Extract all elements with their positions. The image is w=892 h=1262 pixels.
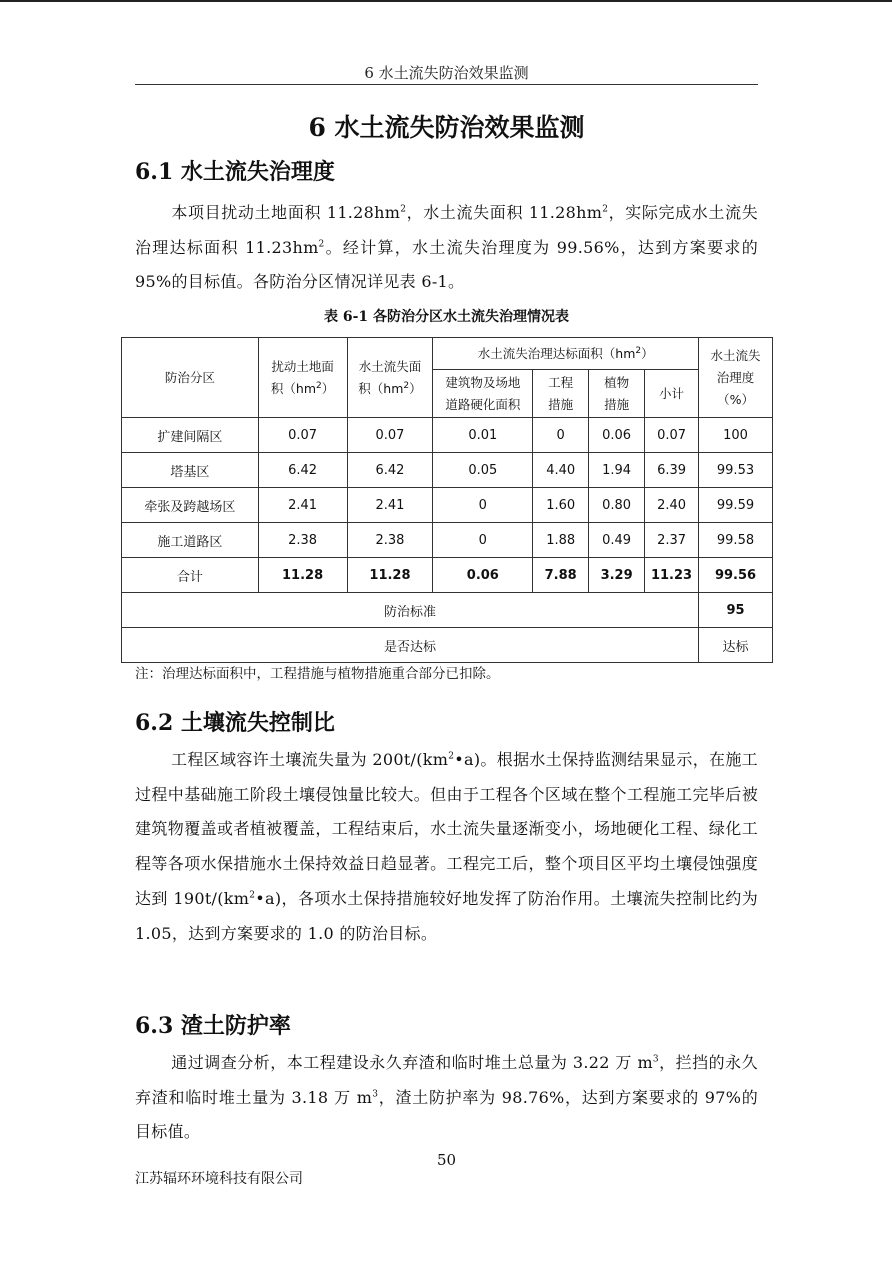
cell-subtotal: 2.40: [645, 488, 699, 523]
cell-loss: 0.07: [347, 418, 433, 453]
header-rule: [135, 84, 758, 85]
standard-value: 95: [699, 593, 773, 628]
cell-zone: 塔基区: [122, 453, 259, 488]
header-treatment-degree: 水土流失 治理度 （%）: [699, 338, 773, 418]
table-row: [122, 488, 773, 523]
cell-vegetation: 0.49: [589, 523, 645, 558]
running-header: 6 水土流失防治效果监测: [364, 64, 529, 82]
table-total-row: [122, 558, 773, 593]
page-number: 50: [436, 1151, 457, 1169]
section-6-1-paragraph: 本项目扰动土地面积 $11.28hm^2$，水土流失面积 $11.28hm^2$，实际完成水土流失治理达标面积 $11.23hm^2$。经计算，水土流失治理度为 99.56%，达到方案要求的 95%的目标值。各防治分区情况详见表 6-1。: [135, 203, 759, 292]
cell-zone: 牵张及跨越场区: [122, 488, 259, 523]
header-loss-area: 水土流失面 积$(hm^2)$: [347, 338, 433, 418]
cell-subtotal: 2.37: [645, 523, 699, 558]
cell-engineering: 0: [533, 418, 589, 453]
page-top-border: [0, 0, 892, 2]
header-treated-area-group: 水土流失治理达标面积$(hm^2)$: [433, 338, 699, 370]
section-6-3-paragraph: 通过调查分析，本工程建设永久弃渣和临时堆土总量为 3.22 万 $m^3$，拦挡的永久弃渣和临时堆土量为 3.18 万 $m^3$，渣土防护率为 98.76%，达到方案要求的 97%的目标值。: [135, 1053, 758, 1142]
table-reached-row: [122, 628, 773, 663]
cell-degree: 99.59: [699, 488, 773, 523]
cell-building: 0.06: [433, 558, 533, 593]
cell-disturbed: 0.07: [258, 418, 347, 453]
header-vegetation: 植物 措施: [589, 370, 645, 418]
cell-building: 0: [433, 488, 533, 523]
reached-value: 达标: [699, 628, 773, 663]
cell-loss: 2.41: [347, 488, 433, 523]
cell-zone: 扩建间隔区: [122, 418, 259, 453]
cell-degree: 100: [699, 418, 773, 453]
table-note: 注：治理达标面积中，工程措施与植物措施重合部分已扣除。: [135, 666, 500, 682]
treatment-table: [121, 337, 773, 663]
cell-vegetation: 1.94: [589, 453, 645, 488]
cell-subtotal: 11.23: [645, 558, 699, 593]
table-row: [122, 453, 773, 488]
cell-vegetation: 0.06: [589, 418, 645, 453]
reached-label: 是否达标: [122, 628, 699, 663]
table-row: [122, 523, 773, 558]
cell-subtotal: 6.39: [645, 453, 699, 488]
cell-zone: 施工道路区: [122, 523, 259, 558]
header-engineering: 工程 措施: [533, 370, 589, 418]
cell-disturbed: 2.41: [258, 488, 347, 523]
cell-subtotal: 0.07: [645, 418, 699, 453]
cell-engineering: 7.88: [533, 558, 589, 593]
cell-zone: 合计: [122, 558, 259, 593]
cell-loss: 11.28: [347, 558, 433, 593]
table-row: [122, 418, 773, 453]
standard-label: 防治标准: [122, 593, 699, 628]
table-caption: 表 6-1 各防治分区水土流失治理情况表: [323, 309, 570, 325]
cell-degree: 99.53: [699, 453, 773, 488]
table-standard-row: [122, 593, 773, 628]
cell-engineering: 4.40: [533, 453, 589, 488]
chapter-title: 6 水土流失防治效果监测: [308, 113, 585, 142]
footer-company: 江苏辐环环境科技有限公司: [135, 1171, 303, 1187]
cell-vegetation: 3.29: [589, 558, 645, 593]
cell-building: 0: [433, 523, 533, 558]
section-6-1-title: 6.1 水土流失治理度: [135, 159, 335, 185]
cell-degree: 99.56: [699, 558, 773, 593]
cell-disturbed: 2.38: [258, 523, 347, 558]
section-6-2-paragraph: 工程区域容许土壤流失量为 $200t/(km^2•a)$。根据水土保持监测结果显示，在施工过程中基础施工阶段土壤侵蚀量比较大。但由于工程各个区域在整个工程施工完毕后被建筑物覆盖或者植被覆盖，工程结束后，水土流失量逐渐变小，场地硬化工程、绿化工程等各项水保措施水土保持效益日趋显著。工程完工后，整个项目区平均土壤侵蚀强度达到 $190t/(km^2•a)$，各项水土保持措施较好地发挥了防治作用。土壤流失控制比约为 1.05，达到方案要求的 1.0 的防治目标。: [135, 750, 758, 943]
cell-disturbed: 6.42: [258, 453, 347, 488]
cell-loss: 6.42: [347, 453, 433, 488]
cell-disturbed: 11.28: [258, 558, 347, 593]
cell-engineering: 1.88: [533, 523, 589, 558]
cell-building: 0.01: [433, 418, 533, 453]
cell-vegetation: 0.80: [589, 488, 645, 523]
header-subtotal: 小计: [645, 370, 699, 418]
cell-degree: 99.58: [699, 523, 773, 558]
cell-loss: 2.38: [347, 523, 433, 558]
header-building-road: 建筑物及场地 道路硬化面积: [433, 370, 533, 418]
section-6-2-title: 6.2 土壤流失控制比: [135, 710, 335, 736]
cell-building: 0.05: [433, 453, 533, 488]
cell-engineering: 1.60: [533, 488, 589, 523]
section-6-3-title: 6.3 渣土防护率: [135, 1013, 291, 1039]
header-zone: 防治分区: [122, 338, 259, 418]
header-disturbed-area: 扰动土地面 积$(hm^2)$: [258, 338, 347, 418]
